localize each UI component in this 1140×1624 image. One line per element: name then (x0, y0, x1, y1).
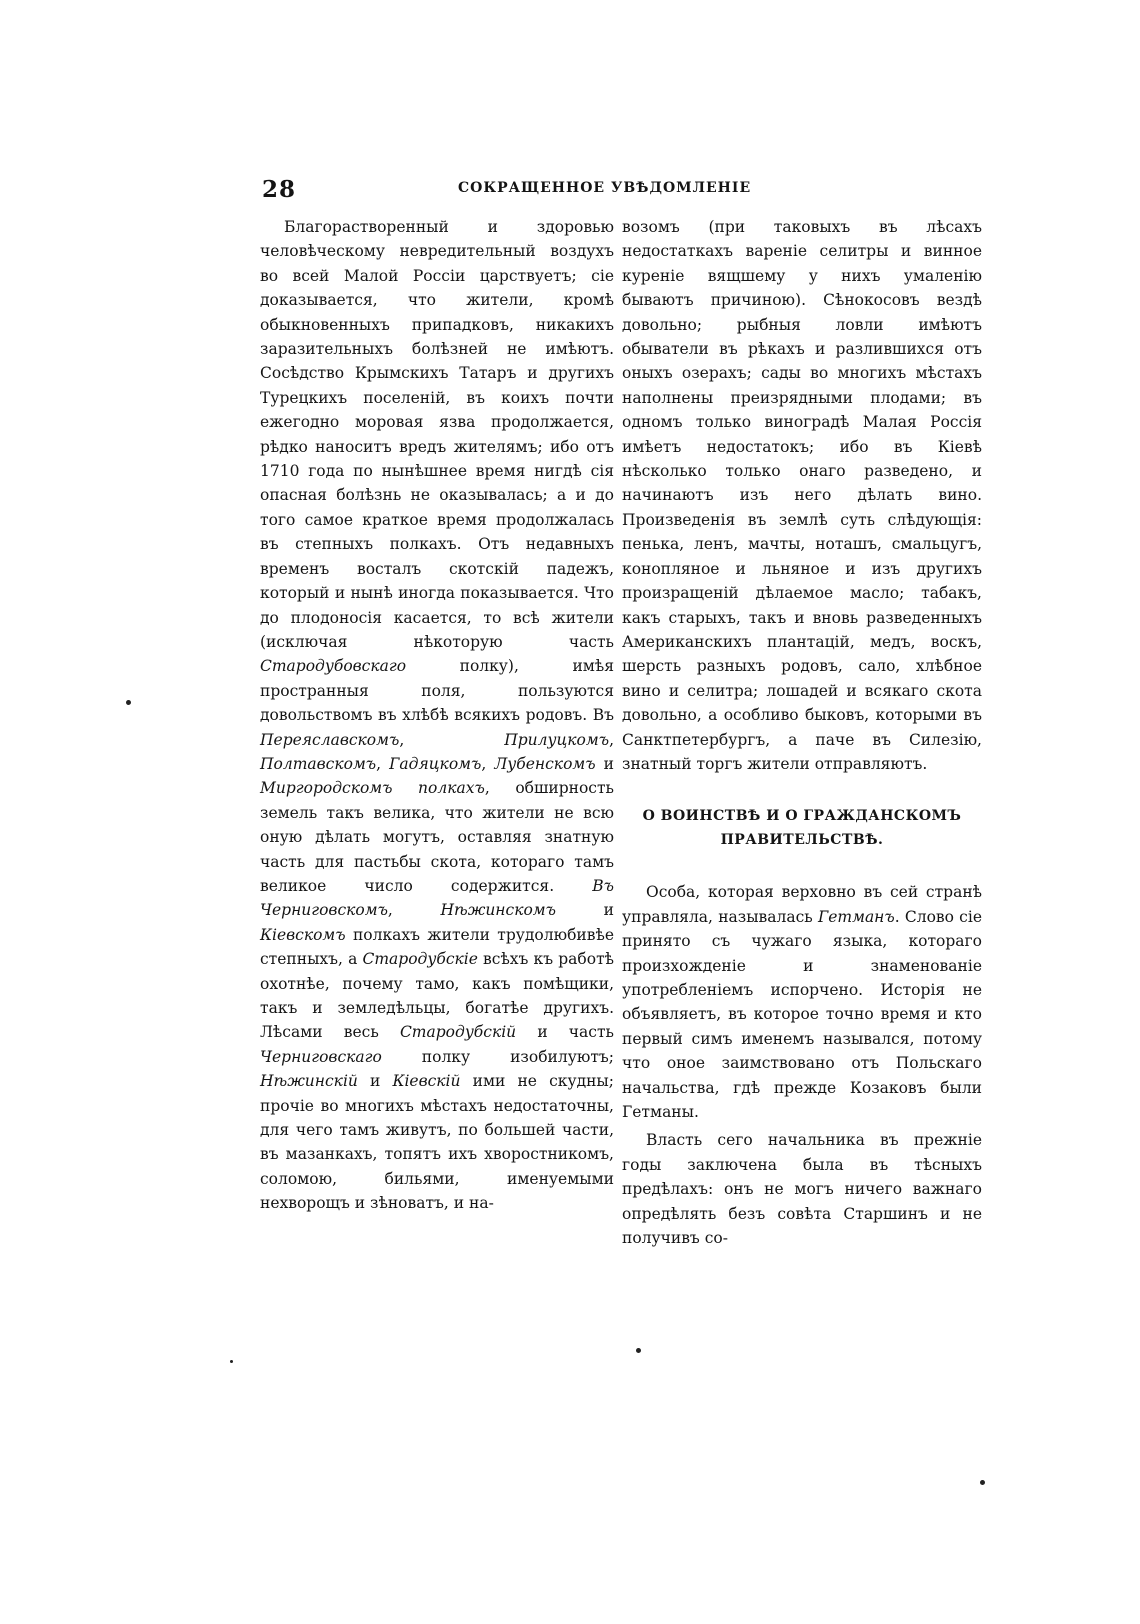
italic-run: Прилуцкомъ (504, 730, 610, 749)
text-run: , обширность земель такъ велика, что жители не всю оную дѣлать могутъ, оставляя знатную часть для пастьбы скота, котораго тамъ великое число содержится. (260, 779, 614, 895)
text-run: , (376, 754, 390, 773)
paragraph (622, 880, 982, 1124)
left-column (260, 215, 614, 1216)
italic-run: Миргородскомъ полкахъ (260, 779, 485, 798)
italic-run: Стародубовскаго (260, 657, 407, 676)
italic-run: Стародубскіе (362, 950, 478, 969)
scan-speck (126, 700, 131, 705)
scan-speck (980, 1480, 985, 1485)
text-run: . Слово сіе принято съ чужаго языка, котораго произхожденіе и знаменованіе употребленіемъ испорчено. Исторія не объявляетъ, въ которое точно время и кто первый симъ именемъ назывался, потому что оное заимствовано отъ Польскаго начальства, гдѣ прежде Козаковъ были Гетманы. (622, 907, 982, 1121)
text-run: Власть сего начальника въ прежніе годы заключена была въ тѣсныхъ предѣлахъ: онъ не могъ ничего важнаго опредѣлять безъ совѣта Старшинъ и не получивъ со- (622, 1131, 982, 1248)
text-run: и часть (516, 1023, 614, 1042)
text-run: Особа, которая верховно въ сей странѣ управляла, называлась (622, 883, 982, 926)
text-run: , (481, 754, 495, 773)
paragraph (260, 215, 614, 1216)
italic-run: Гетманъ (817, 907, 895, 926)
italic-run: Нѣжинскомъ (440, 901, 556, 920)
text-run: и (555, 901, 614, 920)
text-run: полку), имѣя пространныя поля, пользуются довольствомъ въ хлѣбѣ всякихъ родовъ. Въ (260, 657, 614, 725)
italic-run: Кіевскомъ (260, 925, 346, 944)
italic-run: Полтавскомъ (260, 754, 377, 773)
text-run: , (399, 730, 505, 749)
text-run: полку изобилуютъ; (381, 1047, 614, 1066)
text-run: , (609, 730, 614, 749)
section-heading: О ВОИНСТВѢ И О ГРАЖДАНСКОМЪ ПРАВИТЕЛЬСТВѢ. (642, 808, 962, 849)
text-run: всѣхъ къ работѣ охотнѣе, почему тамо, какъ помѣщики, такъ и земледѣльцы, богатѣе другихъ. Лѣсами весь (260, 950, 614, 1042)
scan-speck (230, 1360, 233, 1363)
paragraph-continued (622, 215, 982, 776)
text-run: Благорастворенный и здоровью человѣческому невредительный воздухъ во всей Малой Россіи царствуетъ; сіе доказывается, что жители, кромѣ обыкновенныхъ припадковъ, никакихъ заразительныхъ болѣзней не имѣютъ. Сосѣдство Крымскихъ Татаръ и другихъ Турецкихъ поселеній, въ коихъ почти ежегодно моровая язва продолжается, рѣдко наноситъ вредъ жителямъ; ибо отъ 1710 года по нынѣшнее время нигдѣ сія опасная болѣзнь не оказывалась; а и до того самое краткое время продолжалась въ степныхъ полкахъ. Отъ недавныхъ временъ восталъ скотскій падежъ, который и нынѣ иногда показывается. Что до плодоносія касается, то всѣ жители (исключая нѣкоторую часть (260, 218, 614, 651)
italic-run: Въ Черниговскомъ (260, 876, 614, 920)
running-head: СОКРАЩЕННОЕ УВѢДОМЛЕНІЕ (458, 180, 752, 196)
text-run: возомъ (при таковыхъ въ лѣсахъ недостаткахъ вареніе селитры и винное куреніе вящшему у нихъ умаленію бываютъ причиною). Сѣнокосовъ вездѣ довольно; рыбныя ловли имѣютъ обыватели въ рѣкахъ и разлившихся отъ оныхъ озерахъ; сады во многихъ мѣстахъ наполнены преизрядными плодами; въ одномъ только виноградѣ Малая Россія имѣетъ недостатокъ; ибо въ Кіевѣ нѣсколько только онаго разведено, и начинаютъ изъ него дѣлать вино. Произведенія въ землѣ суть слѣдующія: пенька, ленъ, мачты, ноташъ, смальцугъ, конопляное и льняное и изъ другихъ произращеній дѣлаемое масло; табакъ, какъ старыхъ, такъ и вновь разведенныхъ Американскихъ плантацій, медъ, воскъ, шерсть разныхъ родовъ, сало, хлѣбное вино и селитра; лошадей и всякаго скота довольно, а особливо быковъ, которыми въ Санктпетербургъ, а паче въ Силезію, знатный торгъ жители отправляютъ. (622, 218, 982, 773)
right-column (622, 215, 982, 1250)
text-run: и (595, 754, 615, 773)
italic-run: Лубенскомъ (494, 754, 596, 773)
italic-run: Стародубскій (399, 1023, 517, 1042)
italic-run: Гадяцкомъ (389, 754, 482, 773)
page-number: 28 (262, 176, 297, 203)
text-run: , (387, 901, 441, 920)
text-run: ими не скудны; прочіе во многихъ мѣстахъ недостаточны, для чего тамъ живутъ, по большей части, въ мазанкахъ, топятъ ихъ хворостникомъ, соломою, бильями, именуемыми нехворощъ и зѣноватъ, и на- (260, 1072, 614, 1213)
italic-run: Переяславскомъ (260, 730, 400, 749)
italic-run: Нѣжинскій (260, 1072, 358, 1091)
italic-run: Кіевскій (392, 1072, 461, 1091)
paragraph (622, 1128, 982, 1250)
text-run: и (357, 1072, 393, 1091)
scan-speck (636, 1348, 641, 1353)
text-run: полкахъ жители трудолюбивѣе степныхъ, а (260, 925, 614, 969)
italic-run: Черниговскаго (260, 1047, 382, 1066)
